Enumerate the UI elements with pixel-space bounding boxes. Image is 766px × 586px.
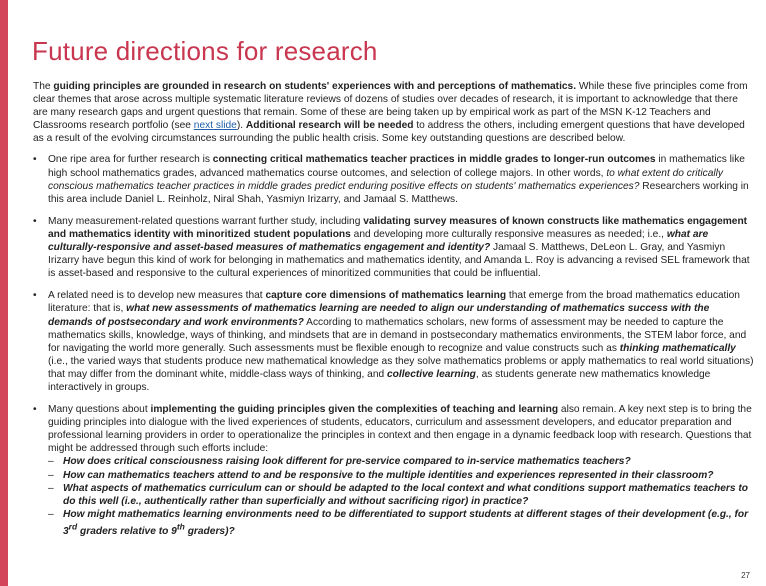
next-slide-link[interactable]: next slide (193, 120, 237, 132)
implementation-questions (48, 455, 755, 538)
list-item-new-measures: • A related need is to develop new measures that capture core dimensions of mathematics learning that emerge from the broad mathematics education literature: that is, what new assessments of mathematics learning are needed to align our understanding of mathematics success with the demands of postsecondary and work environments? According to mathematics scholars, new forms of assessment may be needed to capture the mathematics skills, knowledge, ways of thinking, and mindsets that are in demand in postsecondary mathematics environments, the STEM labor force, and for navigating the world more generally. Such assessments must be flexible enough to recognize and value constructs such as thinking mathematically (i.e., the varied ways that students produce new mathematical knowledge as they solve mathematics problems or apply mathematics to real world situations) that may differ from the dominant white, middle-class ways of thinking, and collective learning, as students generate new mathematics knowledge interactively in groups. (33, 289, 755, 394)
question-item: – How can mathematics teachers attend to and be responsive to the multiple identities and experiences represented in their classroom? (48, 469, 714, 481)
list-item-measurement: • Many measurement-related questions warrant further study, including validating survey measures of known constructs like mathematics engagement and mathematics identity with minoritized student populations and developing more culturally responsive measures as needed; i.e., what are culturally-responsive and asset-based measures of mathematics engagement and identity? Jamaal S. Matthews, DeLeon L. Gray, and Yasmiyn Irizarry have begun this kind of work for belonging in mathematics and mathematics identity, and Amanda L. Roy is advancing a revised SEL framework that is asset-based and responsive to the cultural experiences of minoritized communities that could be influential. (33, 215, 755, 280)
intro-paragraph: The guiding principles are grounded in research on students' experiences with and perceptions of mathematics. While these five principles come from clear themes that arose across multiple systematic literature reviews of dozens of studies over decades of research, it is important to acknowledge that there are many research gaps and urgent questions that remain. Some of these are being taken up by empirical work as part of the MSN K-12 Teachers and Classrooms research portfolio (see next slide). Additional research will be needed to address the others, including emergent questions that have developed as a result of the evolving circumstances surrounding the public health crisis. Some key outstanding questions are described below. (33, 81, 748, 145)
question-item: – How does critical consciousness raising look different for pre-service compared to in-service mathematics teachers? (48, 456, 631, 468)
page-number: 27 (741, 571, 750, 580)
list-item-implementation: • Many questions about implementing the guiding principles given the complexities of teaching and learning also remain. A key next step is to bring the guiding principles into dialogue with the lived experiences of students, educators, curriculum and assessment developers, and educator preparation and professional learning providers in order to operationalize the principles in context and then engage in a dynamic feedback loop with research. Questions that might be addressed through such efforts include: – How does critical consciousness raising look different for pre-service compared to in-service mathematics teachers? – How can mathematics teachers attend to and be responsive to the multiple identities and experiences represented in their classroom? – What aspects of mathematics curriculum can or should be adapted to the local context and what conditions support mathematics teachers to do this well (i.e., authentically rather than superficially and without sacrificing rigor) in practice? – How might mathematics learning environments need to be differentiated to support students at different stages of their development (e.g., for 3rd graders relative to 9th graders)? (33, 403, 755, 538)
research-directions-list (33, 153, 755, 538)
question-item: – What aspects of mathematics curriculum can or should be adapted to the local context and what conditions support mathematics teachers to do this well (i.e., authentically rather than superficially and without sacrificing rigor) in practice? (48, 482, 748, 507)
accent-bar (0, 0, 8, 586)
question-item: – How might mathematics learning environments need to be differentiated to support students at different stages of their development (e.g., for 3rd graders relative to 9th graders)? (48, 508, 749, 538)
body-content (33, 80, 755, 547)
list-item-longer-run-outcomes: • One ripe area for further research is connecting critical mathematics teacher practices in middle grades to longer-run outcomes in mathematics like high school mathematics grades, advanced mathematics course outcomes, and selection of college majors. In other words, to what extent do critically conscious mathematics teacher practices in middle grades predict enduring positive effects on students' mathematics experiences? Researchers working in this area include Daniel L. Reinholz, Niral Shah, Yasmiyn Irizarry, and Jamaal S. Matthews. (33, 153, 755, 205)
page-title: Future directions for research (32, 36, 378, 66)
